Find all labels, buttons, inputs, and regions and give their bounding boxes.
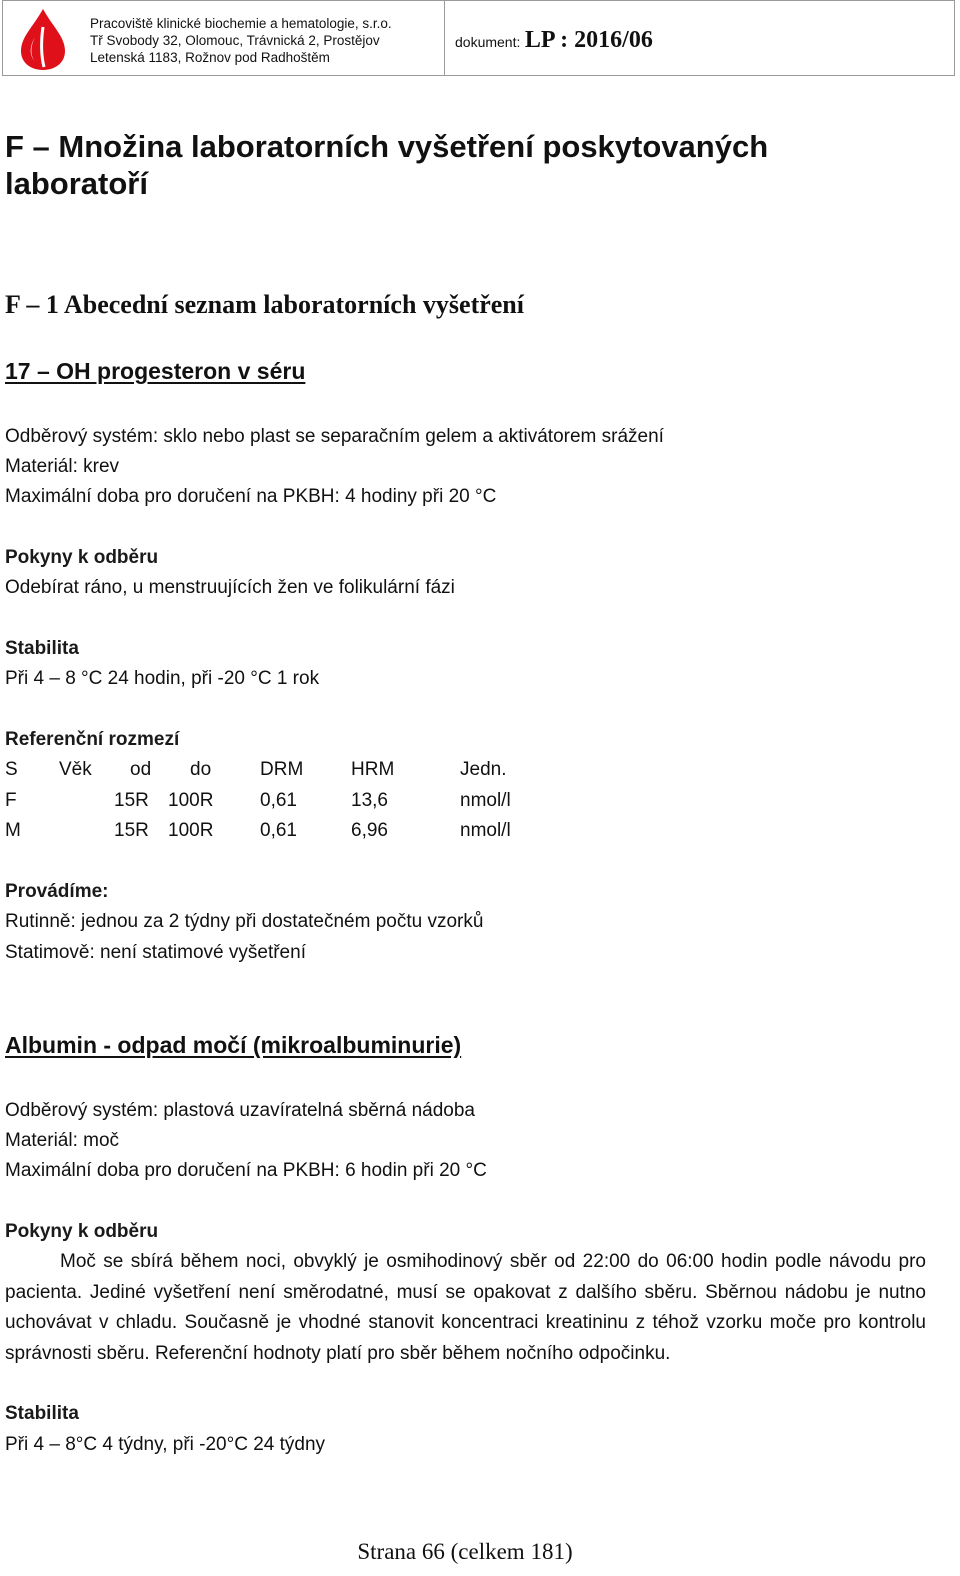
- provadime-heading: Provádíme:: [5, 881, 109, 902]
- document-value: LP : 2016/06: [524, 27, 653, 53]
- material-1: Materiál: krev: [5, 456, 120, 477]
- page-title: [5, 128, 768, 202]
- document-label: dokument:: [455, 34, 521, 50]
- page-title-line-1: F – Množina laboratorních vyšetření poskytovaných: [5, 129, 769, 164]
- stabilita-heading-2: Stabilita: [5, 1403, 79, 1424]
- cell-from: 15R: [114, 820, 149, 841]
- blood-drop-icon: [17, 7, 69, 71]
- collection-system-1: Odběrový systém: sklo nebo plast se separačním gelem a aktivátorem srážení: [5, 426, 664, 447]
- cell-from: 15R: [114, 790, 149, 811]
- stabilita-text-2: Při 4 – 8°C 4 týdny, při -20°C 24 týdny: [5, 1434, 326, 1455]
- page-number: Strana 66 (celkem 181): [357, 1539, 573, 1564]
- cell-sex: M: [5, 820, 21, 841]
- pokyny-heading-2: Pokyny k odběru: [5, 1221, 159, 1242]
- col-header-unit: Jedn.: [460, 759, 507, 780]
- stabilita-text-1: Při 4 – 8 °C 24 hodin, při -20 °C 1 rok: [5, 668, 320, 689]
- cell-hrm: 6,96: [351, 820, 388, 841]
- pokyny-text-1: Odebírat ráno, u menstruujících žen ve folikulární fázi: [5, 577, 455, 598]
- cell-to: 100R: [168, 790, 214, 811]
- org-address-1: Tř Svobody 32, Olomouc, Trávnická 2, Prostějov: [90, 33, 380, 48]
- collection-system-2: Odběrový systém: plastová uzavíratelná sběrná nádoba: [5, 1100, 475, 1121]
- organization-address: [90, 15, 392, 66]
- cell-hrm: 13,6: [351, 790, 388, 811]
- provadime-statim: Statimově: není statimové vyšetření: [5, 942, 306, 963]
- pokyny-heading-1: Pokyny k odběru: [5, 547, 159, 568]
- cell-sex: F: [5, 790, 17, 811]
- material-2: Materiál: moč: [5, 1130, 120, 1151]
- cell-drm: 0,61: [260, 790, 297, 811]
- test-heading-2: Albumin - odpad močí (mikroalbuminurie): [5, 1032, 462, 1058]
- header-divider: [444, 1, 445, 75]
- stabilita-heading-1: Stabilita: [5, 638, 79, 659]
- document-header: [2, 0, 955, 76]
- provadime-routine: Rutinně: jednou za 2 týdny při dostatečném počtu vzorků: [5, 911, 484, 932]
- cell-to: 100R: [168, 820, 214, 841]
- org-name: Pracoviště klinické biochemie a hematologie, s.r.o.: [90, 16, 392, 31]
- col-header-hrm: HRM: [351, 759, 395, 780]
- document-id: [455, 27, 653, 54]
- org-address-2: Letenská 1183, Rožnov pod Radhoštěm: [90, 50, 330, 65]
- cell-unit: nmol/l: [460, 820, 511, 841]
- delivery-time-1: Maximální doba pro doručení na PKBH: 4 hodiny při 20 °C: [5, 486, 497, 507]
- col-header-age: Věk: [59, 759, 92, 780]
- reference-heading: Referenční rozmezí: [5, 729, 180, 750]
- page-title-line-2: laboratoří: [5, 166, 148, 201]
- col-header-from: od: [130, 759, 152, 780]
- col-header-drm: DRM: [260, 759, 304, 780]
- col-header-s: S: [5, 759, 18, 780]
- delivery-time-2: Maximální doba pro doručení na PKBH: 6 hodin při 20 °C: [5, 1160, 487, 1181]
- cell-unit: nmol/l: [460, 790, 511, 811]
- col-header-to: do: [190, 759, 212, 780]
- section-heading: F – 1 Abecední seznam laboratorních vyšetření: [5, 290, 524, 319]
- test-heading-1: 17 – OH progesteron v séru: [5, 358, 306, 384]
- pokyny-paragraph-2: Moč se sbírá během noci, obvyklý je osmihodinový sběr od 22:00 do 06:00 hodin podle návodu pro pacienta. Jediné vyšetření není směrodatné, musí se opakovat z dalšího sběru. Sběrnou nádobu je nutno uchovávat v chladu. Současně je vhodné stanovit koncentraci kreatininu z téhož vzorku moče pro kontrolu správnosti sběru. Referenční hodnoty platí pro sběr během nočního odpočinku.: [5, 1251, 926, 1364]
- cell-drm: 0,61: [260, 820, 297, 841]
